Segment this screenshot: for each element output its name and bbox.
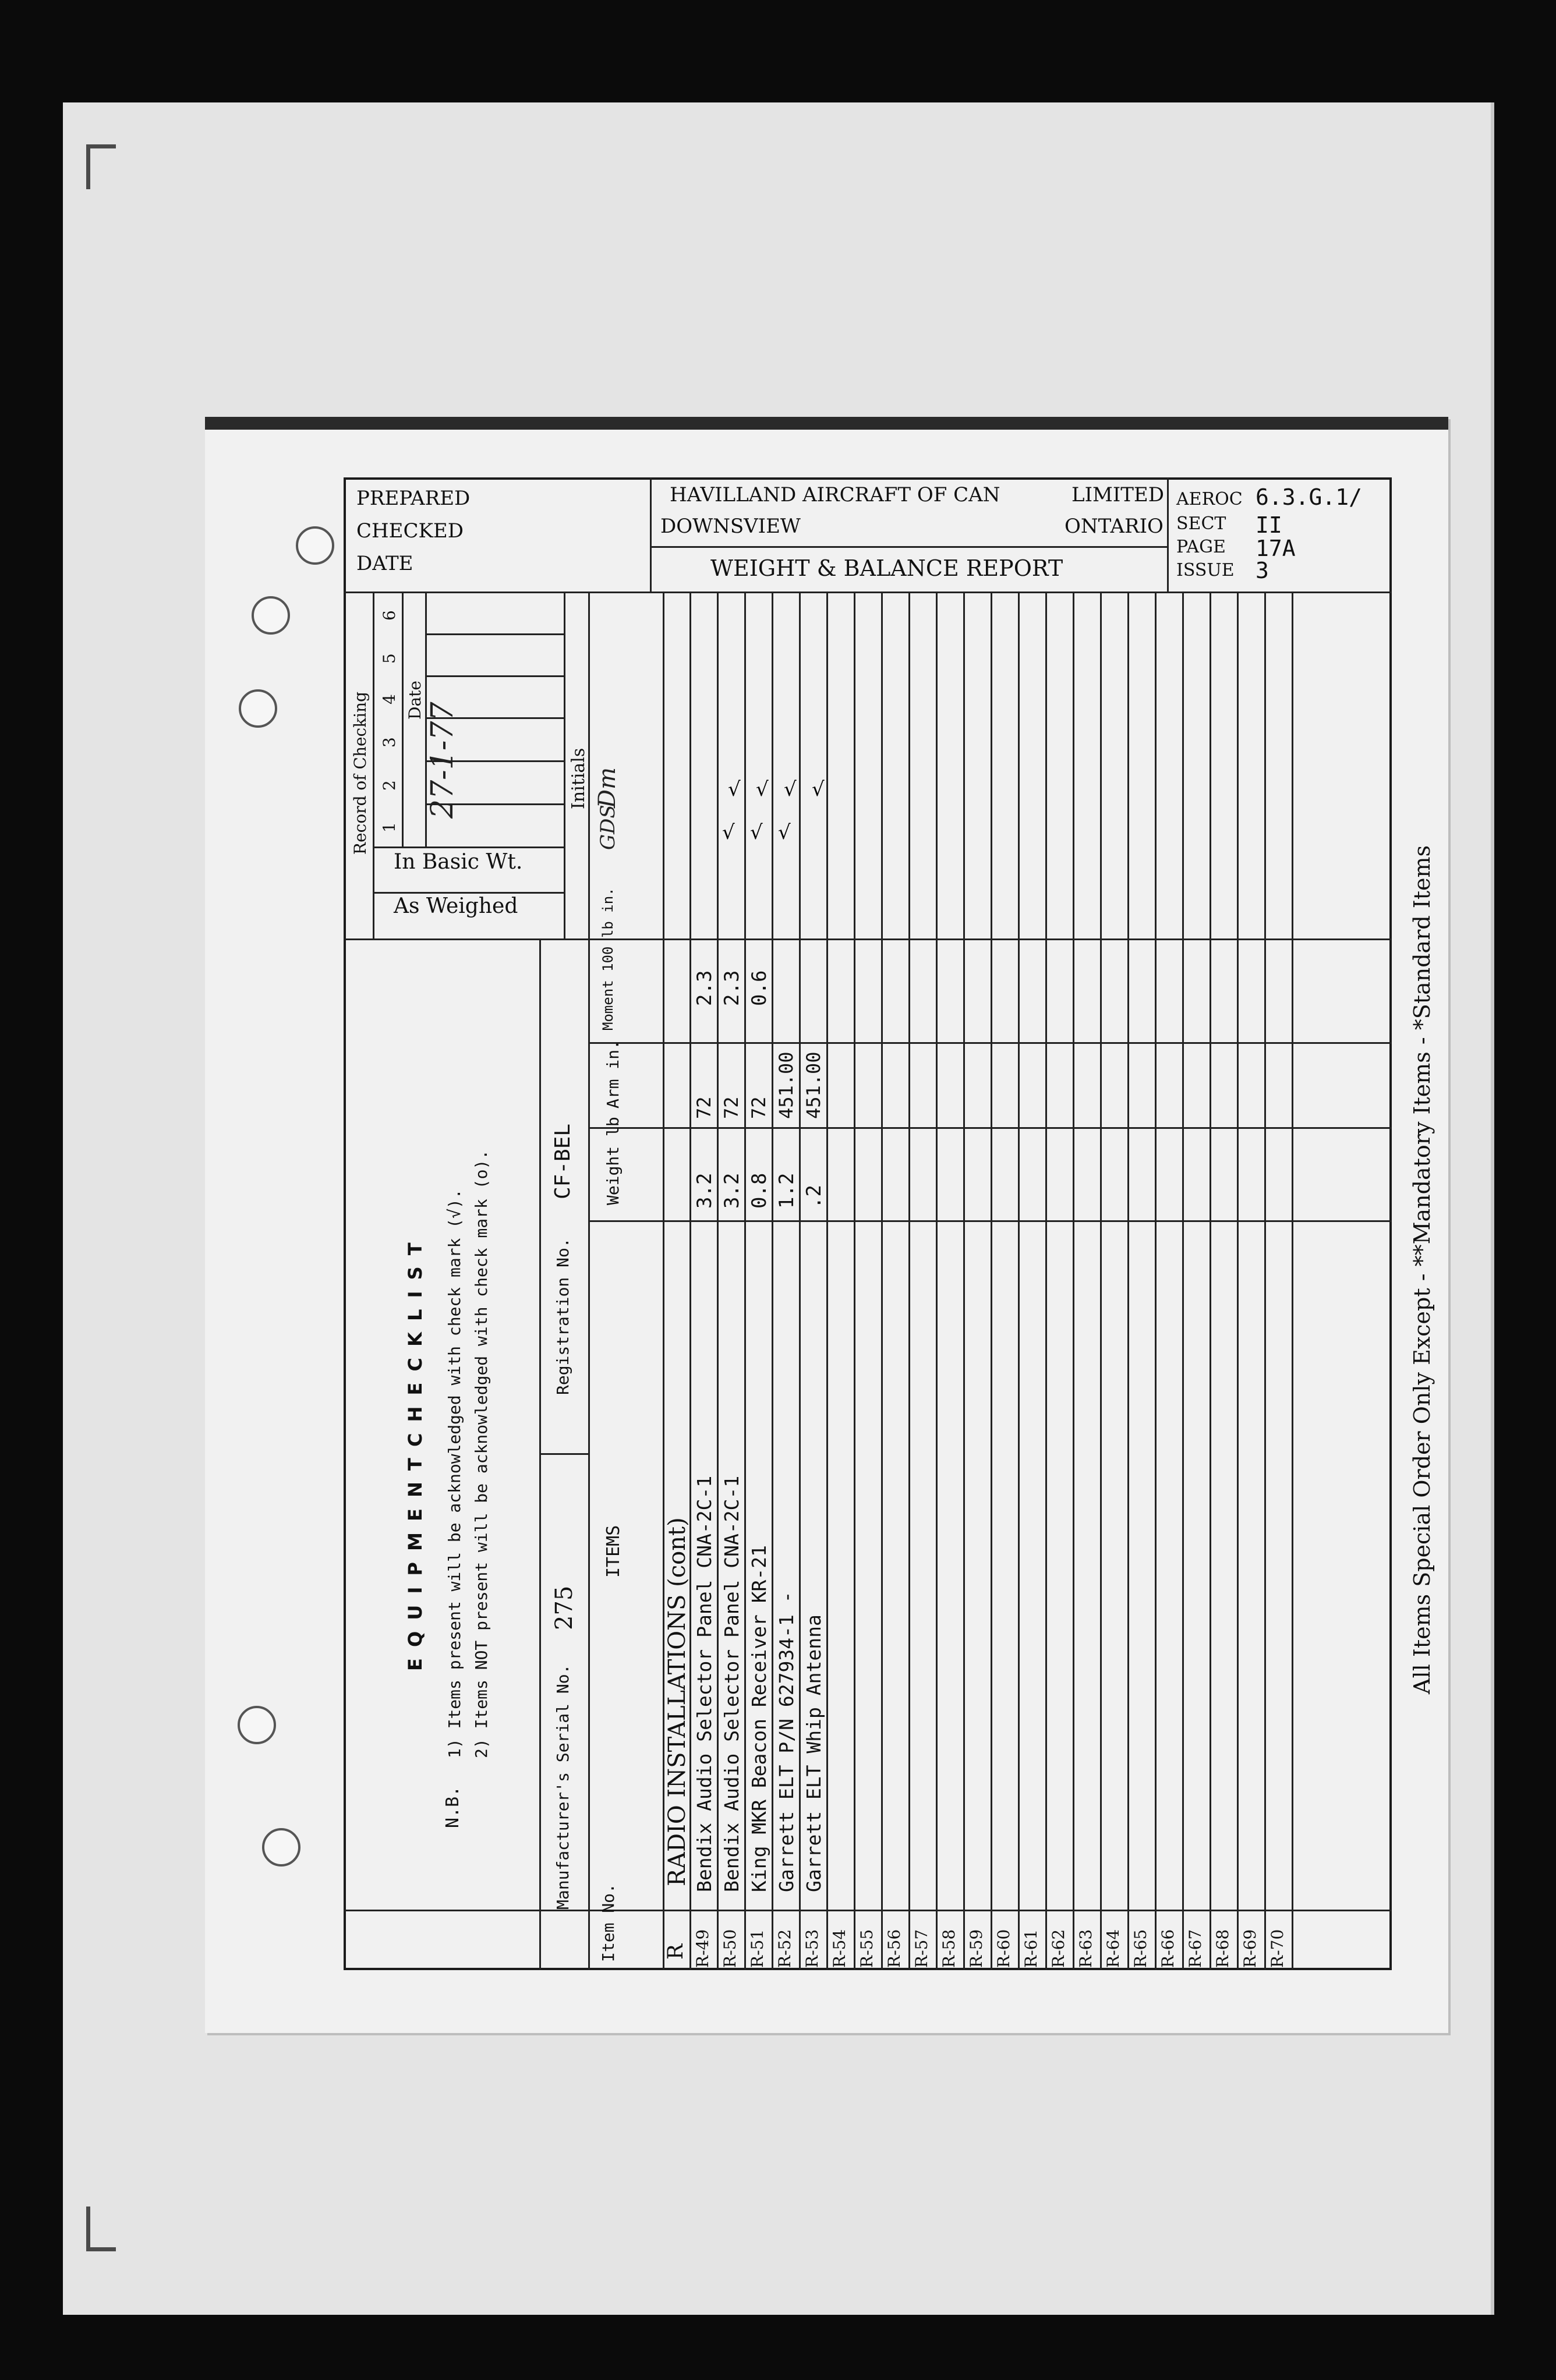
item-moment: 2.3 — [693, 970, 716, 1006]
check-mark-icon: √ — [728, 778, 741, 801]
check-mark-icon: √ — [778, 821, 791, 844]
punch-hole — [239, 689, 277, 728]
row-line — [854, 592, 855, 1970]
serial-value: 275 — [551, 1585, 578, 1630]
col-header-items: ITEMS — [603, 1525, 624, 1578]
checked-label: CHECKED — [356, 519, 464, 543]
item-number: R-69 — [1240, 1929, 1260, 1968]
col-header-arm: Arm in. — [603, 1039, 623, 1108]
checking-divider — [373, 592, 374, 938]
section-title: RADIO INSTALLATIONS (cont) — [664, 1517, 691, 1886]
initials-signature: GDS — [596, 805, 620, 850]
item-number: R-62 — [1049, 1929, 1068, 1968]
row-line — [963, 592, 965, 1970]
check-mark-icon: √ — [756, 778, 769, 801]
company-name: HAVILLAND AIRCRAFT OF CAN — [670, 483, 1000, 507]
item-arm: 451.00 — [802, 1051, 825, 1119]
item-description: Garrett ELT P/N 627934-1 - — [775, 1591, 798, 1892]
item-number: R-58 — [939, 1929, 959, 1968]
checking-divider — [373, 892, 564, 894]
checklist-divider — [539, 1453, 588, 1455]
item-moment: 0.6 — [748, 970, 771, 1006]
checking-divider — [373, 847, 564, 848]
serial-label: Manufacturer's Serial No. — [553, 1664, 572, 1910]
row-line — [717, 592, 719, 1970]
row-line — [1073, 592, 1074, 1970]
row-line — [991, 592, 992, 1970]
item-number: R-55 — [857, 1929, 876, 1968]
item-arm: 72 — [693, 1096, 715, 1119]
company-suffix: LIMITED — [1071, 483, 1165, 507]
prepared-label: PREPARED — [356, 487, 471, 510]
item-number: R-64 — [1104, 1929, 1123, 1968]
item-no-column-line — [344, 1910, 1392, 1911]
item-number: R-59 — [967, 1929, 986, 1968]
item-description: Bendix Audio Selector Panel CNA-2C-1 — [693, 1475, 716, 1892]
item-number: R-68 — [1213, 1929, 1232, 1968]
row-line — [1292, 592, 1293, 1970]
as-weighed-label: As Weighed — [394, 894, 518, 918]
item-moment: 2.3 — [720, 970, 744, 1006]
ref-label-sect: SECT — [1176, 513, 1226, 534]
row-line — [1210, 592, 1211, 1970]
nb-label: N.B. — [443, 1786, 463, 1828]
check-mark-icon: √ — [750, 821, 763, 844]
header-divider — [344, 592, 1392, 593]
item-number: R-50 — [720, 1929, 740, 1968]
item-number: R-56 — [885, 1929, 904, 1968]
punch-hole — [296, 526, 334, 565]
row-line — [936, 592, 938, 1970]
initials-signature: Dm — [594, 767, 621, 808]
row-line — [1182, 592, 1184, 1970]
ref-label-issue: ISSUE — [1176, 560, 1235, 580]
registration-label: Registration No. — [553, 1238, 572, 1395]
ref-label-page: PAGE — [1176, 537, 1226, 557]
checking-divider — [344, 938, 1392, 940]
col-header-moment: Moment 100 lb in. — [600, 887, 616, 1030]
checklist-title: E Q U I P M E N T C H E C K L I S T — [404, 1240, 426, 1671]
company-city: DOWNSVIEW — [660, 515, 801, 538]
crop-mark-top-left — [86, 144, 116, 189]
item-description: Garrett ELT Whip Antenna — [802, 1614, 825, 1892]
item-number: R-70 — [1268, 1929, 1287, 1968]
row-line — [908, 592, 910, 1970]
column-header-line — [588, 1042, 1392, 1044]
item-number: R-67 — [1186, 1929, 1205, 1968]
row-line — [1264, 592, 1266, 1970]
checking-number: 1 — [380, 822, 399, 833]
ref-value-aeroc: 6.3.G.1/ — [1256, 484, 1363, 510]
row-line — [799, 592, 801, 1970]
record-of-checking-label: Record of Checking — [351, 691, 370, 855]
report-title: WEIGHT & BALANCE REPORT — [710, 555, 1063, 581]
check-mark-icon: √ — [812, 778, 825, 801]
handwritten-date: 27-1-77 — [425, 702, 460, 819]
row-line — [689, 592, 691, 1970]
item-number: R-60 — [994, 1929, 1013, 1968]
item-number: R-49 — [693, 1929, 712, 1968]
item-number: R-53 — [802, 1929, 822, 1968]
column-header-line — [588, 1220, 1392, 1222]
punch-hole — [252, 596, 290, 635]
column-header-line — [588, 1127, 1392, 1129]
item-description: King MKR Beacon Receiver KR-21 — [748, 1545, 770, 1892]
ref-value-page: 17A — [1256, 536, 1296, 561]
row-line — [744, 592, 746, 1970]
crop-mark-bottom-left — [86, 2207, 116, 2251]
col-header-item-no: Item No. — [599, 1883, 618, 1962]
note-checked-not-present: 2) Items NOT present will be acknowledged with check mark (o). — [472, 1149, 491, 1758]
weight-balance-form — [344, 477, 1392, 1970]
in-basic-wt-label: In Basic Wt. — [394, 850, 523, 874]
row-line — [1155, 592, 1157, 1970]
checking-number: 4 — [380, 694, 399, 704]
item-number: R-54 — [830, 1929, 849, 1968]
col-header-weight: Weight lb — [603, 1117, 623, 1205]
item-weight: 0.8 — [748, 1173, 771, 1209]
item-weight: .2 — [802, 1185, 826, 1209]
punch-hole — [238, 1706, 276, 1744]
item-weight: 3.2 — [693, 1173, 716, 1209]
checking-divider — [402, 592, 404, 847]
company-province: ONTARIO — [1065, 515, 1164, 538]
row-line — [1100, 592, 1102, 1970]
header-divider — [650, 546, 1167, 548]
checking-row-line — [425, 675, 564, 677]
row-line — [826, 592, 828, 1970]
item-weight: 3.2 — [720, 1173, 744, 1209]
row-line — [1045, 592, 1047, 1970]
item-number: R-52 — [775, 1929, 794, 1968]
row-line — [588, 592, 590, 1970]
note-checked-present: 1) Items present will be acknowledged with check mark (√). — [445, 1189, 464, 1758]
check-mark-icon: √ — [722, 821, 735, 844]
check-mark-icon: √ — [784, 778, 797, 801]
item-number: R-57 — [912, 1929, 931, 1968]
checking-number: 2 — [380, 780, 399, 791]
header-divider — [650, 477, 652, 592]
checking-number: 3 — [380, 737, 399, 748]
ref-value-issue: 3 — [1256, 558, 1269, 583]
punch-hole — [262, 1828, 300, 1867]
item-number: R-63 — [1076, 1929, 1095, 1968]
checking-number: 5 — [380, 653, 399, 664]
row-line — [881, 592, 883, 1970]
item-arm: 451.00 — [775, 1051, 797, 1119]
item-number: R-66 — [1158, 1929, 1177, 1968]
checking-number: 6 — [380, 610, 399, 621]
checking-divider — [564, 592, 565, 938]
item-description: Bendix Audio Selector Panel CNA-2C-1 — [720, 1475, 743, 1892]
row-line — [663, 592, 664, 1970]
row-line — [1127, 592, 1129, 1970]
registration-value: CF-BEL — [551, 1123, 575, 1199]
row-line — [772, 592, 773, 1970]
date-label: DATE — [356, 552, 413, 575]
checking-row-line — [425, 633, 564, 635]
ref-label-aeroc: AEROC — [1176, 489, 1243, 509]
item-number: R-65 — [1131, 1929, 1150, 1968]
item-number: R-61 — [1021, 1929, 1041, 1968]
row-line — [1237, 592, 1239, 1970]
footer-note: All Items Special Order Only Except - **Mandatory Items - *Standard Items — [1409, 845, 1435, 1694]
item-arm: 72 — [748, 1096, 770, 1119]
date-column-label: Date — [405, 681, 425, 720]
item-arm: 72 — [720, 1096, 742, 1119]
ref-value-sect: II — [1256, 512, 1282, 538]
section-code: R — [664, 1943, 688, 1960]
item-weight: 1.2 — [775, 1173, 798, 1209]
row-line — [1018, 592, 1020, 1970]
initials-label: Initials — [568, 748, 589, 809]
item-number: R-51 — [748, 1929, 767, 1968]
header-divider — [1167, 477, 1169, 592]
